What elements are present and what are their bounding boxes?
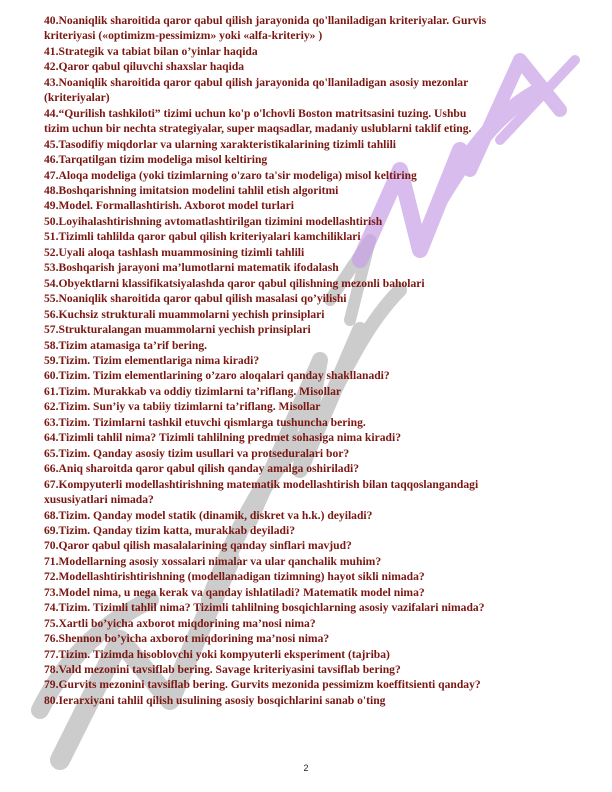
list-item: 77.Tizim. Tizimda hisoblovchi yoki kompyuterli eksperiment (tajriba) (44, 647, 390, 661)
list-item: 66.Aniq sharoitda qaror qabul qilish qanday amalga oshiriladi? (44, 462, 360, 476)
list-item: 75.Xartli bo’yicha axborot miqdorining ma’nosi nima? (44, 616, 316, 630)
list-item: 70.Qaror qabul qilish masalalarining qanday sinflari mavjud? (44, 539, 352, 553)
list-item: kriteriyasi («optimizm-pessimizm» yoki «alfa-kriteriy» ) (44, 29, 323, 43)
list-item: 71.Modellarning asosiy xossalari nimalar va ular qanchalik muhim? (44, 554, 382, 568)
list-item: 73.Model nima, u nega kerak va qanday ishlatiladi? Matematik model nima? (44, 585, 425, 599)
list-item: 42.Qaror qabul qiluvchi shaxslar haqida (44, 60, 245, 74)
list-item: (kriteriyalar) (44, 91, 110, 105)
list-item: 54.Obyektlarni klassifikatsiyalashda qaror qabul qilishning mezonli baholari (44, 276, 425, 290)
list-item: 44.“Qurilish tashkiloti” tizimi uchun ko'p o'lchovli Boston matritsasini tuzing. Ushbu (44, 106, 467, 120)
list-item: 45.Tasodifiy miqdorlar va ularning xarakteristikalarining tizimli tahlili (44, 137, 397, 151)
list-item: 43.Noaniqlik sharoitida qaror qabul qilish jarayonida qo'llaniladigan asosiy mezonlar (44, 75, 469, 89)
list-item: 56.Kuchsiz strukturali muammolarni yechish prinsiplari (44, 307, 325, 321)
list-item: 79.Gurvits mezonini tavsiflab bering. Gurvits mezonida pessimizm koeffitsienti qanday? (44, 678, 481, 692)
list-item: 69.Tizim. Qanday tizim katta, murakkab deyiladi? (44, 523, 296, 537)
list-item: 53.Boshqarish jarayoni ma’lumotlarni matematik ifodalash (44, 261, 339, 275)
list-item: 52.Uyali aloqa tashlash muammosining tizimli tahlili (44, 245, 305, 259)
list-item: 50.Loyihalashtirishning avtomatlashtirilgan tizimini modellashtirish (44, 214, 383, 228)
list-item: 72.Modellashtirishtirishning (modellanadigan tizimning) hayot sikli nimada? (44, 570, 425, 584)
question-list (44, 13, 584, 708)
list-item: 49.Model. Formallashtirish. Axborot model turlari (44, 199, 295, 213)
list-item: 80.Ierarxiyani tahlil qilish usulining asosiy bosqichlarini sanab o'ting (44, 693, 386, 707)
list-item: 41.Strategik va tabiat bilan o’yinlar haqida (44, 44, 258, 58)
list-item: 47.Aloqa modeliga (yoki tizimlarning o'zaro ta'sir modeliga) misol keltiring (44, 168, 417, 182)
list-item: 48.Boshqarishning imitatsion modelini tahlil etish algoritmi (44, 183, 339, 197)
page-number: 2 (303, 763, 309, 773)
list-item: 67.Kompyuterli modellashtirishning matematik modellashtirish bilan taqqoslangandagi (44, 477, 479, 491)
list-item: 55.Noaniqlik sharoitida qaror qabul qilish masalasi qo’yilishi (44, 292, 347, 306)
list-item: 61.Tizim. Murakkab va oddiy tizimlarni ta’riflang. Misollar (44, 384, 342, 398)
list-item: 62.Tizim. Sun’iy va tabiiy tizimlarni ta’riflang. Misollar (44, 400, 321, 414)
list-item: 65.Tizim. Qanday asosiy tizim usullari va protseduralari bor? (44, 446, 350, 460)
list-item: 68.Tizim. Qanday model statik (dinamik, diskret va h.k.) deyiladi? (44, 508, 373, 522)
list-item: 74.Tizim. Tizimli tahlil nima? Tizimli tahlilning bosqichlarning asosiy vazifalari nimada? (44, 601, 485, 615)
list-item: 60.Tizim. Tizim elementlarining o’zaro aloqalari qanday shakllanadi? (44, 369, 390, 383)
list-item: 76.Shennon bo’yicha axborot miqdorining ma’nosi nima? (44, 632, 330, 646)
list-item: tizim uchun bir nechta strategiyalar, super maqsadlar, madaniy uslublarni taklif eting. (44, 122, 472, 136)
list-item: 78.Vald mezonini tavsiflab bering. Savage kriteriyasini tavsiflab bering? (44, 663, 401, 677)
list-item: xususiyatlari nimada? (44, 493, 154, 507)
list-item: 57.Strukturalangan muammolarni yechish prinsiplari (44, 323, 311, 337)
list-item: 46.Tarqatilgan tizim modeliga misol keltiring (44, 153, 268, 167)
list-item: 40.Noaniqlik sharoitida qaror qabul qilish jarayonida qo'llaniladigan kriteriyalar. Gurvis (44, 14, 487, 27)
list-item: 51.Tizimli tahlilda qaror qabul qilish kriteriyalari kamchiliklari (44, 230, 361, 244)
list-item: 59.Tizim. Tizim elementlariga nima kiradi? (44, 353, 260, 367)
list-item: 63.Tizim. Tizimlarni tashkil etuvchi qismlarga tushuncha bering. (44, 415, 366, 429)
list-item: 64.Tizimli tahlil nima? Tizimli tahlilning predmet sohasiga nima kiradi? (44, 431, 401, 445)
list-item: 58.Tizim atamasiga ta’rif bering. (44, 338, 208, 352)
